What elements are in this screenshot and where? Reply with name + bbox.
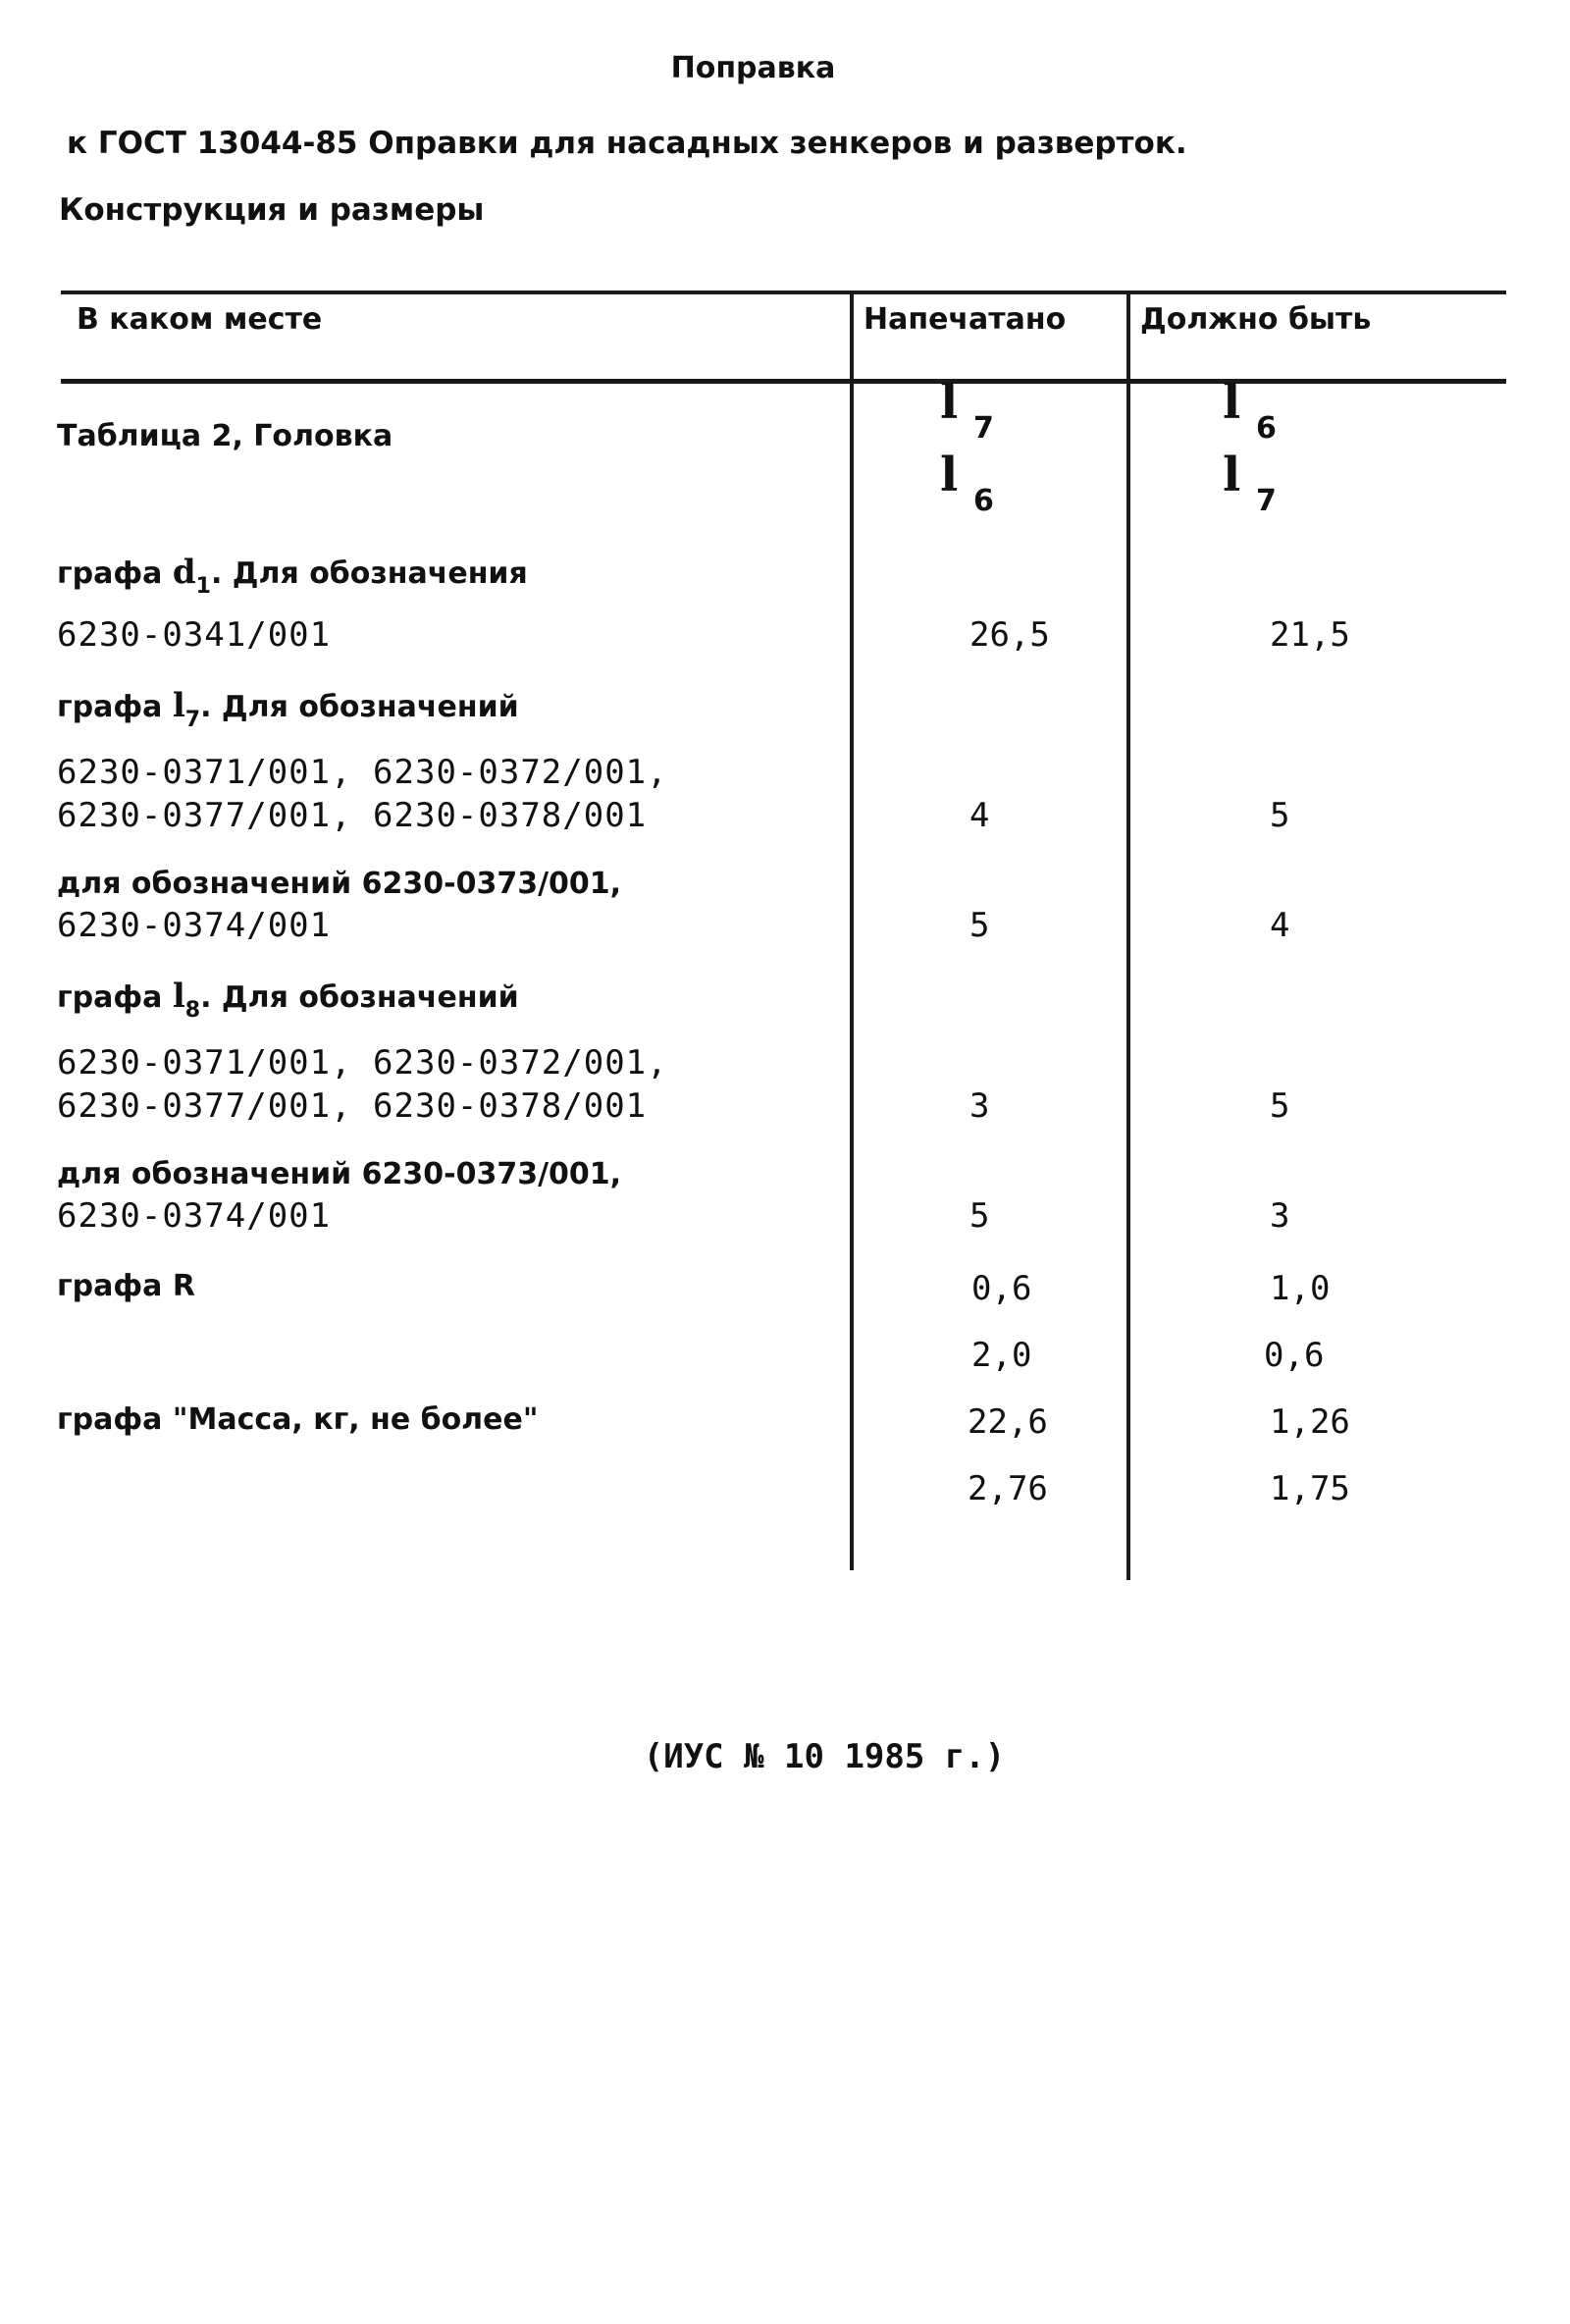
row-l7-alt-desc-2: 6230-0374/001 bbox=[57, 906, 332, 945]
document-title: Поправка bbox=[670, 51, 836, 85]
correct-symbol-2: l 7 bbox=[1223, 448, 1277, 518]
row-mass-correct-2: 1,75 bbox=[1270, 1469, 1350, 1508]
standard-reference: к ГОСТ 13044-85 Оправки для насадных зенкеров и разверток. bbox=[67, 126, 1187, 161]
row-r-desc: графа R bbox=[57, 1269, 195, 1303]
row-table2-head-desc: Таблица 2, Головка bbox=[57, 419, 393, 453]
row-r-correct-1: 1,0 bbox=[1270, 1269, 1331, 1308]
row-l8-alt-correct: 3 bbox=[1270, 1196, 1290, 1236]
row-l7-alt-desc-1: для обозначений 6230-0373/001, bbox=[57, 867, 622, 901]
standard-subtitle: Конструкция и размеры bbox=[59, 192, 485, 228]
row-l7-desc: графа $l_7$. Для обозначений bbox=[57, 686, 519, 732]
column-divider-2 bbox=[1126, 294, 1130, 1580]
row-r-printed-1: 0,6 bbox=[971, 1269, 1032, 1308]
row-d1-printed: 26,5 bbox=[969, 615, 1050, 655]
source-reference: (ИУС № 10 1985 г.) bbox=[643, 1737, 1006, 1776]
row-l7-alt-printed: 5 bbox=[969, 906, 990, 945]
correct-symbol-1: l 6 bbox=[1223, 375, 1277, 446]
row-l8-codes-2: 6230-0377/001, 6230-0378/001 bbox=[57, 1086, 648, 1126]
row-l7-printed: 4 bbox=[969, 796, 990, 835]
row-d1-codes: 6230-0341/001 bbox=[57, 615, 332, 655]
row-l7-codes-2: 6230-0377/001, 6230-0378/001 bbox=[57, 796, 648, 835]
table-header-rule bbox=[61, 379, 1506, 384]
row-l8-desc: графа $l_8$. Для обозначений bbox=[57, 977, 519, 1023]
row-mass-desc: графа "Масса, кг, не более" bbox=[57, 1402, 539, 1437]
row-l8-alt-desc-1: для обозначений 6230-0373/001, bbox=[57, 1157, 622, 1191]
row-d1-desc: графа $d_1$. Для обозначения bbox=[57, 553, 528, 599]
column-header-printed: Напечатано bbox=[864, 302, 1067, 337]
row-r-correct-2: 0,6 bbox=[1264, 1336, 1325, 1375]
row-mass-correct-1: 1,26 bbox=[1270, 1402, 1350, 1442]
row-l8-alt-desc-2: 6230-0374/001 bbox=[57, 1196, 332, 1236]
row-l8-alt-printed: 5 bbox=[969, 1196, 990, 1236]
row-l7-alt-correct: 4 bbox=[1270, 906, 1290, 945]
row-l8-correct: 5 bbox=[1270, 1086, 1290, 1126]
row-mass-printed-1: 22,6 bbox=[968, 1402, 1048, 1442]
column-header-correct: Должно быть bbox=[1140, 302, 1372, 337]
column-divider-1 bbox=[850, 294, 854, 1570]
table-top-rule bbox=[61, 290, 1506, 294]
printed-symbol-2: l 6 bbox=[940, 448, 994, 518]
row-mass-printed-2: 2,76 bbox=[968, 1469, 1048, 1508]
row-l7-correct: 5 bbox=[1270, 796, 1290, 835]
row-d1-correct: 21,5 bbox=[1270, 615, 1350, 655]
row-l8-codes-1: 6230-0371/001, 6230-0372/001, bbox=[57, 1043, 668, 1083]
column-header-location: В каком месте bbox=[77, 302, 323, 337]
row-l8-printed: 3 bbox=[969, 1086, 990, 1126]
row-r-printed-2: 2,0 bbox=[971, 1336, 1032, 1375]
row-l7-codes-1: 6230-0371/001, 6230-0372/001, bbox=[57, 753, 668, 792]
printed-symbol-1: l 7 bbox=[940, 375, 994, 446]
